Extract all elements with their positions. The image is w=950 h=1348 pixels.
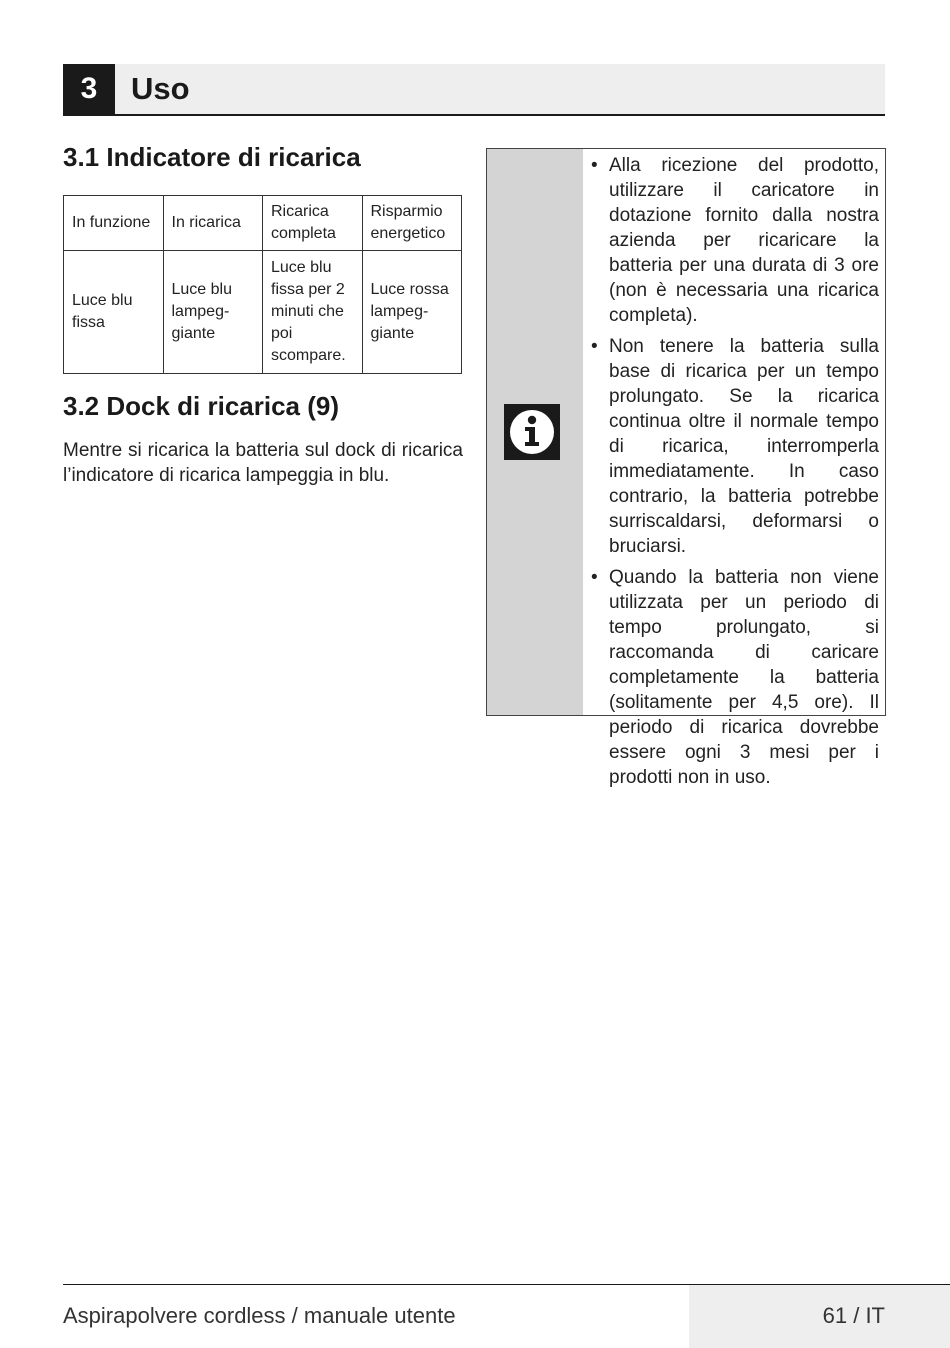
info-icon	[504, 404, 560, 460]
chapter-title: Uso	[131, 71, 190, 106]
table-header-row	[64, 196, 462, 251]
table-cell: Luce blu fissa per 2 minuti che poi scompare.	[263, 251, 363, 374]
table-cell: Luce blu lampeg-giante	[163, 251, 263, 374]
table-header-cell: In ricarica	[163, 196, 263, 251]
table-header-cell: Ricarica completa	[263, 196, 363, 251]
list-item: • Non tenere la batteria sulla base di ricarica per un tempo prolungato. Se la ricarica continua oltre il normale tempo di ricarica, interromperla immediatamente. In caso contrario, la batteria potrebbe surriscaldarsi, deformarsi o bruciarsi.	[587, 334, 879, 559]
table-cell: Luce blu fissa	[64, 251, 164, 374]
table-header-cell: In funzione	[64, 196, 164, 251]
chapter-number: 3	[63, 64, 115, 114]
info-note-box	[486, 148, 886, 788]
section-title-indicator: 3.1 Indicatore di ricarica	[63, 142, 361, 172]
footer-page-box	[689, 1285, 950, 1348]
footer-title: Aspirapolvere cordless / manuale utente	[63, 1303, 456, 1328]
list-item: • Alla ricezione del prodotto, utilizzare il caricatore in dotazione fornito dalla nostra azienda per ricaricare la batteria per una durata di 3 ore (non è necessaria una ricarica completa).	[587, 153, 879, 328]
chapter-header	[63, 64, 885, 116]
charging-indicator-table	[63, 195, 462, 374]
table-cell: Luce rossa lampeg-giante	[362, 251, 462, 374]
dock-description: Mentre si ricarica la batteria sul dock di ricarica l’indicatore di ricarica lampeggia in blu.	[63, 440, 463, 486]
table-header-cell: Risparmio energetico	[362, 196, 462, 251]
note-gutter	[487, 149, 583, 715]
list-item: • Quando la batteria non viene utilizzata per un periodo di tempo prolungato, si raccomanda di caricare completamente la batteria (solitamente per 4,5 ore). Il periodo di ricarica dovrebbe essere ogni 3 mesi per i prodotti non in uso.	[587, 565, 879, 790]
note-list	[587, 153, 879, 796]
page-number: 61 / IT	[822, 1303, 885, 1328]
section-title-dock: 3.2 Dock di ricarica (9)	[63, 391, 340, 421]
table-row	[64, 251, 462, 374]
